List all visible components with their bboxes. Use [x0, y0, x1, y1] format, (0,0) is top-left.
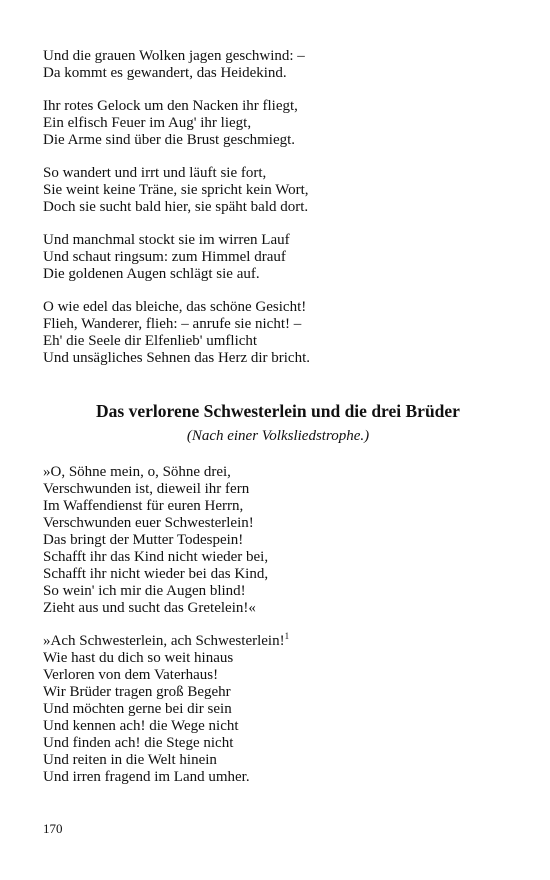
verse-line: Und kennen ach! die Wege nicht — [43, 718, 239, 734]
verse-line: Und möchten gerne bei dir sein — [43, 701, 232, 717]
verse-line: Schafft ihr nicht wieder bei das Kind, — [43, 566, 269, 582]
verse-text: »Ach Schwesterlein, ach Schwesterlein! — [43, 633, 285, 649]
page-text — [43, 48, 513, 802]
verse-line: So wandert und irrt und läuft sie fort, — [43, 165, 267, 181]
stanza — [43, 98, 513, 149]
verse-line: O wie edel das bleiche, das schöne Gesicht! — [43, 299, 307, 315]
verse-line: »O, Söhne mein, o, Söhne drei, — [43, 464, 231, 480]
verse-line: Und irren fragend im Land umher. — [43, 769, 250, 785]
verse-line: Und die grauen Wolken jagen geschwind: – — [43, 48, 305, 64]
verse-line: Und schaut ringsum: zum Himmel drauf — [43, 249, 286, 265]
verse-line: Da kommt es gewandert, das Heidekind. — [43, 65, 287, 81]
verse-line: Und finden ach! die Stege nicht — [43, 735, 234, 751]
stanza — [43, 48, 513, 82]
verse-line: Schafft ihr das Kind nicht wieder bei, — [43, 549, 269, 565]
stanza — [43, 232, 513, 283]
verse-line: Die goldenen Augen schlägt sie auf. — [43, 266, 260, 282]
verse-line: Eh' die Seele dir Elfenlieb' umflicht — [43, 333, 258, 349]
verse-line: Flieh, Wanderer, flieh: – anrufe sie nicht! – — [43, 316, 302, 332]
verse-line: Die Arme sind über die Brust geschmiegt. — [43, 132, 296, 148]
verse-line: Wir Brüder tragen groß Begehr — [43, 684, 231, 700]
verse-line — [43, 633, 513, 650]
stanza — [43, 165, 513, 216]
poem-title: Das verlorene Schwesterlein und die drei Brüder — [96, 401, 460, 421]
verse-line: Und reiten in die Welt hinein — [43, 752, 217, 768]
verse-line: Ein elfisch Feuer im Aug' ihr liegt, — [43, 115, 252, 131]
verse-line: Zieht aus und sucht das Gretelein!« — [43, 600, 256, 616]
verse-line: So wein' ich mir die Augen blind! — [43, 583, 246, 599]
verse-line: Verloren von dem Vaterhaus! — [43, 667, 219, 683]
verse-line: Und manchmal stockt sie im wirren Lauf — [43, 232, 290, 248]
page-number: 170 — [43, 821, 63, 836]
verse-line: Sie weint keine Träne, sie spricht kein Wort, — [43, 182, 309, 198]
stanza — [43, 633, 513, 786]
stanza — [43, 299, 513, 367]
verse-line: Doch sie sucht bald hier, sie späht bald dort. — [43, 199, 309, 215]
verse-line: Im Waffendienst für euren Herrn, — [43, 498, 244, 514]
verse-line: Wie hast du dich so weit hinaus — [43, 650, 234, 666]
verse-line: Das bringt der Mutter Todespein! — [43, 532, 244, 548]
verse-line: Und unsägliches Sehnen das Herz dir bricht. — [43, 350, 311, 366]
poem-subtitle: (Nach einer Volksliedstrophe.) — [186, 428, 370, 444]
verse-line: Verschwunden ist, dieweil ihr fern — [43, 481, 250, 497]
verse-line: Verschwunden euer Schwesterlein! — [43, 515, 254, 531]
verse-line: Ihr rotes Gelock um den Nacken ihr fliegt, — [43, 98, 298, 114]
footnote-marker[interactable]: 1 — [284, 631, 290, 641]
stanza — [43, 464, 513, 617]
